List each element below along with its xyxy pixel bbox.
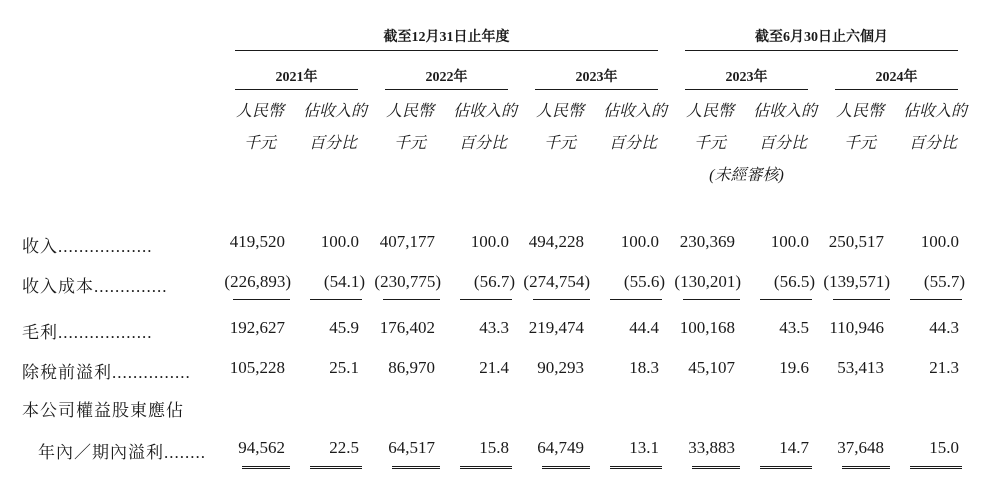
cell-value: (139,571): [823, 272, 890, 291]
subtotal-rule: [760, 299, 812, 300]
subheader-rmb: 人民幣: [685, 103, 734, 120]
total-double-rule: [610, 466, 662, 469]
cell-value: 44.3: [929, 318, 959, 337]
cell-value: 53,413: [837, 358, 884, 377]
total-double-rule: [692, 466, 740, 469]
cell-value: 86,970: [388, 358, 435, 377]
subheader-pct-of-revenue: 佔收入的: [303, 103, 368, 120]
subheader-percentage: 百分比: [458, 135, 507, 152]
cell-value: 45.9: [329, 318, 359, 337]
subheader-thousand: 千元: [243, 135, 276, 152]
subheader-pct-of-revenue: 佔收入的: [903, 103, 968, 120]
cell-value: (274,754): [523, 272, 590, 291]
cell-value: 15.0: [929, 438, 959, 457]
cell-value: 44.4: [629, 318, 659, 337]
cell-value: 100.0: [470, 232, 509, 251]
cell-value: 105,228: [229, 358, 285, 377]
subtotal-rule: [910, 299, 962, 300]
cell-value: 37,648: [837, 438, 884, 457]
subtotal-rule: [833, 299, 890, 300]
subtotal-rule: [460, 299, 512, 300]
cell-value: 494,228: [528, 232, 584, 251]
cell-value: (226,893): [224, 272, 291, 291]
cell-value: 219,474: [528, 318, 584, 337]
cell-value: (55.7): [923, 272, 965, 291]
total-double-rule: [460, 466, 512, 469]
cell-value: (230,775): [374, 272, 441, 291]
period-rule-interim: [685, 50, 958, 51]
subheader-pct-of-revenue: 佔收入的: [453, 103, 518, 120]
year-rule-2023: [535, 89, 658, 90]
cell-value: 100.0: [920, 232, 959, 251]
subheader-thousand: 千元: [693, 135, 726, 152]
subheader-unaudited: (未經審核): [709, 167, 784, 184]
subheader-thousand: 千元: [843, 135, 876, 152]
subtotal-rule: [533, 299, 590, 300]
period-header-interim: 截至6月30日止六個月: [755, 30, 888, 45]
subheader-pct-of-revenue: 佔收入的: [753, 103, 818, 120]
total-double-rule: [392, 466, 440, 469]
subheader-percentage: 百分比: [608, 135, 657, 152]
cell-value: 21.3: [929, 358, 959, 377]
subheader-percentage: 百分比: [908, 135, 957, 152]
subheader-pct-of-revenue: 佔收入的: [603, 103, 668, 120]
cell-value: 13.1: [629, 438, 659, 457]
cell-value: 15.8: [479, 438, 509, 457]
year-rule-2021: [235, 89, 358, 90]
cell-value: 192,627: [229, 318, 285, 337]
subtotal-rule: [683, 299, 740, 300]
cell-value: 407,177: [379, 232, 435, 251]
cell-value: 419,520: [229, 232, 285, 251]
row-label-cost-of-revenue: 收入成本..............: [22, 277, 168, 296]
year-header-2024: 2024年: [875, 70, 918, 85]
year-header-2023: 2023年: [575, 70, 618, 85]
cell-value: 18.3: [629, 358, 659, 377]
year-rule-2022: [385, 89, 508, 90]
total-double-rule: [842, 466, 890, 469]
row-label-attributable-heading: 本公司權益股東應佔: [22, 401, 184, 420]
subheader-rmb: 人民幣: [535, 103, 584, 120]
subheader-thousand: 千元: [393, 135, 426, 152]
subheader-rmb: 人民幣: [385, 103, 434, 120]
total-double-rule: [310, 466, 362, 469]
cell-value: 64,749: [537, 438, 584, 457]
cell-value: (55.6): [623, 272, 665, 291]
cell-value: 43.5: [779, 318, 809, 337]
cell-value: 19.6: [779, 358, 809, 377]
year-rule-2024: [835, 89, 958, 90]
subheader-percentage: 百分比: [758, 135, 807, 152]
cell-value: 21.4: [479, 358, 509, 377]
row-label-revenue: 收入..................: [22, 237, 153, 256]
cell-value: 110,946: [829, 318, 884, 337]
cell-value: 90,293: [537, 358, 584, 377]
cell-value: 22.5: [329, 438, 359, 457]
subheader-rmb: 人民幣: [835, 103, 884, 120]
subtotal-rule: [383, 299, 440, 300]
cell-value: (130,201): [674, 272, 741, 291]
year-rule-2023-interim: [685, 89, 808, 90]
cell-value: 250,517: [828, 232, 884, 251]
year-header-2023-interim: 2023年: [725, 70, 768, 85]
cell-value: (56.7): [473, 272, 515, 291]
cell-value: 100.0: [320, 232, 359, 251]
subtotal-rule: [233, 299, 290, 300]
cell-value: (56.5): [773, 272, 815, 291]
year-header-2021: 2021年: [275, 70, 318, 85]
row-label-profit-before-tax: 除稅前溢利...............: [22, 363, 191, 382]
cell-value: (54.1): [323, 272, 365, 291]
cell-value: 25.1: [329, 358, 359, 377]
total-double-rule: [760, 466, 812, 469]
cell-value: 94,562: [238, 438, 285, 457]
cell-value: 33,883: [688, 438, 735, 457]
cell-value: 100,168: [679, 318, 735, 337]
cell-value: 14.7: [779, 438, 809, 457]
cell-value: 100.0: [620, 232, 659, 251]
cell-value: 43.3: [479, 318, 509, 337]
year-header-2022: 2022年: [425, 70, 468, 85]
subtotal-rule: [610, 299, 662, 300]
subheader-percentage: 百分比: [308, 135, 357, 152]
total-double-rule: [242, 466, 290, 469]
period-rule-annual: [235, 50, 658, 51]
subtotal-rule: [310, 299, 362, 300]
total-double-rule: [910, 466, 962, 469]
row-label-gross-profit: 毛利..................: [22, 323, 153, 342]
subheader-rmb: 人民幣: [235, 103, 284, 120]
cell-value: 176,402: [379, 318, 435, 337]
cell-value: 45,107: [688, 358, 735, 377]
period-header-annual: 截至12月31日止年度: [383, 30, 510, 45]
row-label-profit-for-period: 年內／期內溢利........: [38, 443, 206, 462]
total-double-rule: [542, 466, 590, 469]
cell-value: 230,369: [679, 232, 735, 251]
subheader-thousand: 千元: [543, 135, 576, 152]
cell-value: 64,517: [388, 438, 435, 457]
cell-value: 100.0: [770, 232, 809, 251]
